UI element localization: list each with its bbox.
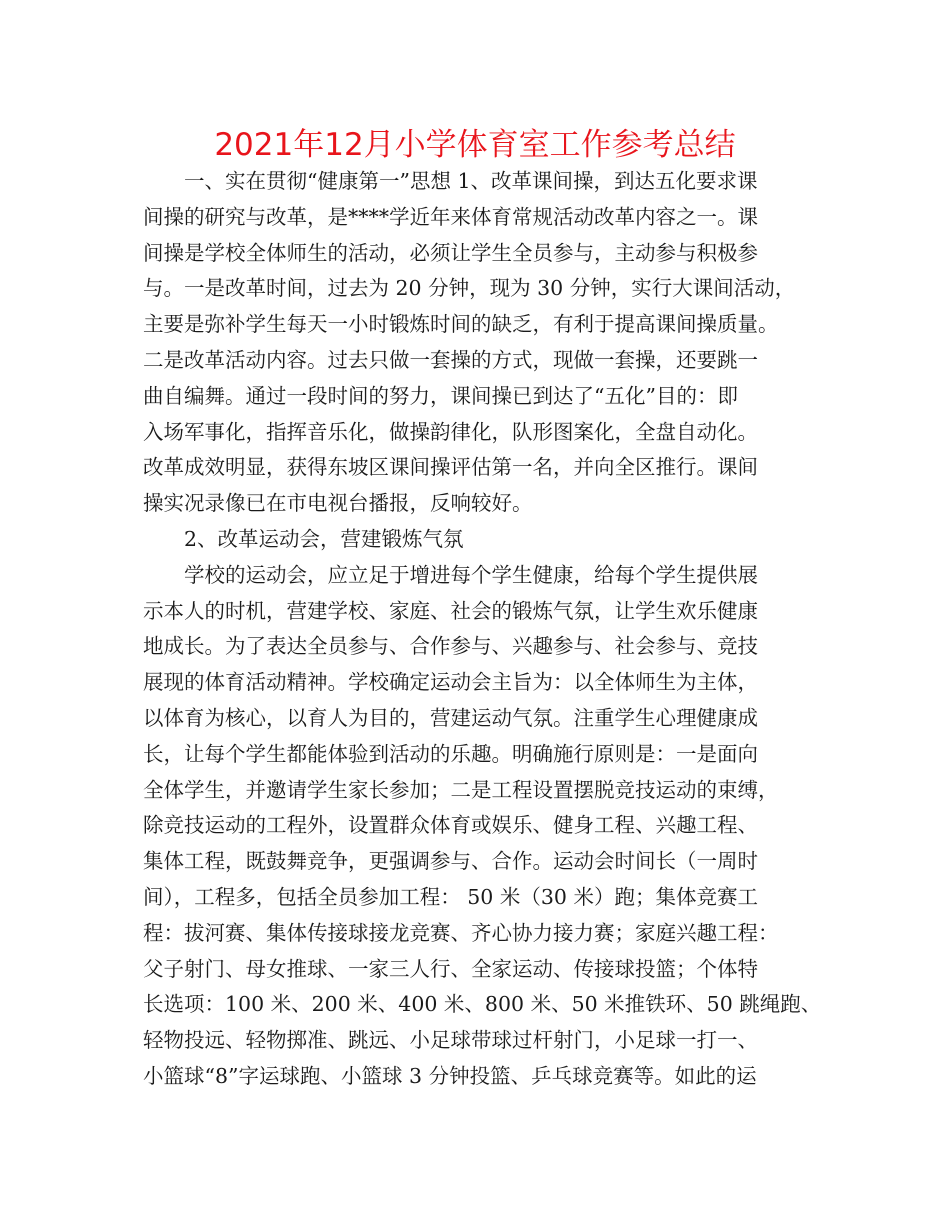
paragraph-line: 间操的研究与改革，是****学近年来体育常规活动改革内容之一。课	[143, 204, 758, 229]
paragraph-line: 示本人的时机，营建学校、家庭、社会的锻炼气氛，让学生欢乐健康	[143, 598, 758, 623]
paragraph-line: 曲自编舞。通过一段时间的努力，课间操已到达了“五化”目的：即	[143, 383, 738, 408]
paragraph-line: 入场军事化，指挥音乐化，做操韵律化，队形图案化，全盘自动化。	[143, 419, 758, 444]
paragraph-line: 地成长。为了表达全员参与、合作参与、兴趣参与、社会参与、竞技	[143, 634, 758, 659]
paragraph-line: 全体学生，并邀请学生家长参加；二是工程设置摆脱竞技运动的束缚，	[143, 777, 779, 802]
paragraph-line: 操实况录像已在市电视台播报，反响较好。	[143, 491, 533, 516]
paragraph-line: 学校的运动会，应立足于增进每个学生健康，给每个学生提供展	[184, 562, 758, 587]
paragraph-line: 主要是弥补学生每天一小时锻炼时间的缺乏，有利于提高课间操质量。	[143, 312, 779, 337]
paragraph-line: 二是改革活动内容。过去只做一套操的方式，现做一套操，还要跳一	[143, 347, 758, 372]
paragraph-line: 间操是学校全体师生的活动，必须让学生全员参与，主动参与积极参	[143, 240, 758, 265]
paragraph-line: 除竞技运动的工程外，设置群众体育或娱乐、健身工程、兴趣工程、	[143, 813, 758, 838]
paragraph-line: 小篮球“8”字运球跑、小篮球 3 分钟投篮、乒乓球竞赛等。如此的运	[143, 1063, 757, 1088]
paragraph-line: 以体育为核心，以育人为目的，营建运动气氛。注重学生心理健康成	[143, 705, 758, 730]
paragraph-line: 轻物投远、轻物掷准、跳远、小足球带球过杆射门，小足球一打一、	[143, 1028, 758, 1053]
paragraph-line: 集体工程，既鼓舞竞争，更强调参与、合作。运动会时间长（一周时	[143, 849, 758, 874]
paragraph-line: 展现的体育活动精神。学校确定运动会主旨为：以全体师生为主体，	[143, 670, 758, 695]
section-heading: 2、改革运动会，营建锻炼气氛	[184, 526, 464, 551]
paragraph-line: 与。一是改革时间，过去为 20 分钟，现为 30 分钟，实行大课间活动，	[143, 276, 796, 301]
paragraph-line: 一、实在贯彻“健康第一”思想 1、改革课间操，到达五化要求课	[184, 169, 758, 193]
paragraph-line: 长选项：100 米、200 米、400 米、800 米、50 米推铁环、50 跳绳跑、	[143, 992, 822, 1017]
paragraph-line: 间），工程多，包括全员参加工程： 50 米（30 米）跑；集体竞赛工	[143, 884, 758, 909]
document-title: 2021年12月小学体育室工作参考总结	[214, 127, 736, 163]
document-body	[143, 164, 823, 1095]
paragraph-line: 父子射门、母女推球、一家三人行、全家运动、传接球投篮；个体特	[143, 956, 758, 981]
paragraph-line: 程：拔河赛、集体传接球接龙竞赛、齐心协力接力赛；家庭兴趣工程：	[143, 920, 779, 945]
paragraph-line: 改革成效明显，获得东坡区课间操评估第一名，并向全区推行。课间	[143, 455, 758, 480]
paragraph-line: 长，让每个学生都能体验到活动的乐趣。明确施行原则是：一是面向	[143, 741, 758, 766]
